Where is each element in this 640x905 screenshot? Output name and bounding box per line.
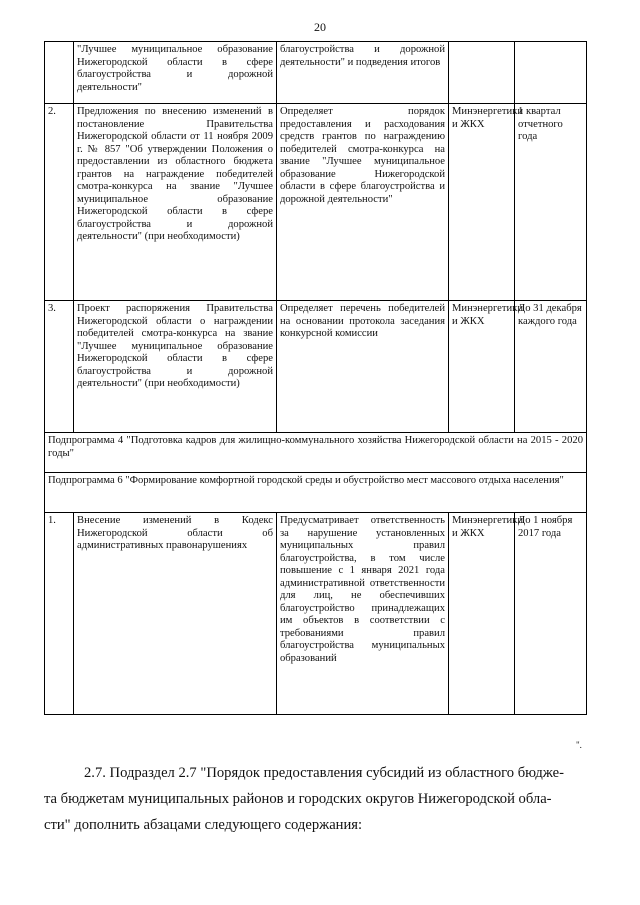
row-deadline bbox=[515, 42, 587, 104]
row-deadline: 1 квартал отчетного года bbox=[515, 104, 587, 301]
row-purpose: благоустройства и дорожной деятельности" и подведения итогов bbox=[277, 42, 449, 104]
paragraph-line: та бюджетам муниципальных районов и городских округов Нижегородской обла- bbox=[44, 791, 552, 807]
table-row bbox=[45, 513, 587, 715]
row-description: Внесение изменений в Кодекс Нижегородской области об административных правонарушениях bbox=[74, 513, 277, 715]
section-row bbox=[45, 433, 587, 473]
row-purpose: Определяет перечень победителей на основании протокола заседания конкурсной комиссии bbox=[277, 301, 449, 433]
row-description: "Лучшее муниципальное образование Нижегородской области в сфере благоустройства и дорожной деятельности" bbox=[74, 42, 277, 104]
table-row bbox=[45, 42, 587, 104]
row-purpose: Предусматривает ответственность за нарушение установленных муниципальных правил благоустройства, в том числе повышение с 1 января 2021 года административной ответственности для лиц, не обеспечивших благоустройство принадлежащих им объектов в соответствии с требованиями правил благоустройства муниципальных образований bbox=[277, 513, 449, 715]
body-paragraph bbox=[44, 760, 586, 838]
paragraph-line: сти" дополнить абзацами следующего содержания: bbox=[44, 817, 363, 833]
row-description: Предложения по внесению изменений в постановление Правительства Нижегородской области от 11 ноября 2009 г. № 857 "Об утверждении Положения о предоставлении из областного бюджета грантов на награждение победителей смотра-конкурса на звание "Лучшее муниципальное образование Нижегородской области в сфере благоустройства и дорожной деятельности" (при необходимости) bbox=[74, 104, 277, 301]
subprogram-heading: Подпрограмма 4 "Подготовка кадров для жилищно-коммунального хозяйства Нижегородской области на 2015 - 2020 годы" bbox=[45, 433, 587, 473]
table-row bbox=[45, 301, 587, 433]
paragraph-line: 2.7. Подраздел 2.7 "Порядок предоставления субсидий из областного бюдже- bbox=[84, 765, 564, 781]
row-purpose: Определяет порядок предоставления и расходования средств грантов по награждению победителей смотра-конкурса на звание "Лучшее муниципальное образование Нижегородской области в сфере благоустройства и дорожной деятельности" bbox=[277, 104, 449, 301]
row-executor bbox=[449, 42, 515, 104]
row-executor: Минэнергетики и ЖКХ bbox=[449, 301, 515, 433]
row-executor: Минэнергетики и ЖКХ bbox=[449, 513, 515, 715]
row-number: 3. bbox=[45, 301, 74, 433]
subprogram-heading: Подпрограмма 6 "Формирование комфортной городской среды и обустройство мест массового отдыха населения" bbox=[45, 473, 587, 513]
table-row bbox=[45, 104, 587, 301]
section-row bbox=[45, 473, 587, 513]
row-number: 2. bbox=[45, 104, 74, 301]
row-number bbox=[45, 42, 74, 104]
measures-table bbox=[44, 41, 587, 715]
row-deadline: До 1 ноября 2017 года bbox=[515, 513, 587, 715]
row-executor: Минэнергетики и ЖКХ bbox=[449, 104, 515, 301]
row-number: 1. bbox=[45, 513, 74, 715]
row-deadline: До 31 декабря каждого года bbox=[515, 301, 587, 433]
page-number: 20 bbox=[314, 20, 326, 34]
row-description: Проект распоряжения Правительства Нижегородской области о награждении победителей смотра-конкурса на звание "Лучшее муниципальное образование Нижегородской области в сфере благоустройства и дорожной деятельности" (при необходимости) bbox=[74, 301, 277, 433]
closing-quote-mark: ". bbox=[576, 740, 582, 750]
